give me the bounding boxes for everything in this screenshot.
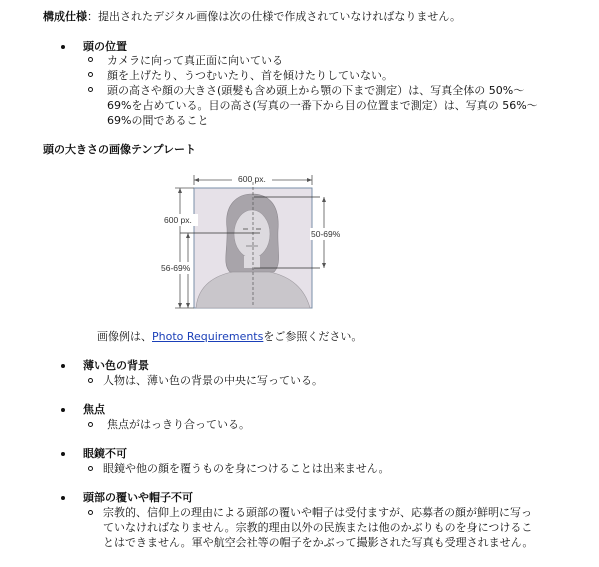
background-title: 薄い色の背景 xyxy=(83,359,149,372)
sub-bullet xyxy=(88,378,93,383)
headwear-line-3: とはできません。軍や航空会社等の帽子をかぶって撮影された写真も受理されません。 xyxy=(103,536,534,549)
bullet-focus xyxy=(61,408,65,412)
intro-term: 構成仕様 xyxy=(43,10,87,23)
sub-bullet xyxy=(88,466,93,471)
glasses-item: 眼鏡や他の顔を覆うものを身につけることは出来ません。 xyxy=(103,462,390,475)
head-position-item-3-line-1: 頭の高さや顔の大きさ(頭髪も含め頭上から顎の下まで測定）は、写真全体の 50%〜 xyxy=(107,84,525,97)
head-position-item-3-line-3: 69%の間であること xyxy=(107,114,209,127)
intro-paragraph xyxy=(43,8,461,24)
height-label: 600 px. xyxy=(164,215,192,225)
template-title: 頭の大きさの画像テンプレート xyxy=(43,143,197,156)
width-label: 600 px. xyxy=(238,174,266,184)
sub-bullet xyxy=(88,57,93,62)
sub-bullet xyxy=(88,87,93,92)
background-item: 人物は、薄い色の背景の中央に写っている。 xyxy=(103,374,323,387)
bullet-headwear xyxy=(61,496,65,500)
photo-requirements-link[interactable]: Photo Requirements xyxy=(152,330,264,343)
example-text-before: 画像例は、 xyxy=(97,330,152,343)
bullet-glasses xyxy=(61,452,65,456)
eye-ratio-label: 56-69% xyxy=(161,263,191,273)
sub-bullet xyxy=(88,72,93,77)
bullet-background xyxy=(61,364,65,368)
example-text-after: をご参照ください。 xyxy=(263,330,363,343)
head-position-item-3-line-2: 69%を占めている。目の高さ(写真の一番下から目の位置まで測定）は、写真の 56%〜 xyxy=(107,99,538,112)
head-position-item-2: 顔を上げたり、うつむいたり、首を傾けたりしていない。 xyxy=(107,69,393,82)
headwear-line-2: ていなければなりません。宗教的理由以外の民族または他のかぶりものを身につけるこ xyxy=(103,521,533,534)
glasses-title: 眼鏡不可 xyxy=(83,447,127,460)
intro-sentence: ：提出されたデジタル画像は次の仕様で作成されていなければなりません。 xyxy=(87,10,461,23)
headwear-line-1: 宗教的、信仰上の理由による頭部の覆いや帽子は受付ますが、応募者の顔が鮮明に写っ xyxy=(103,506,532,519)
head-ratio-label: 50-69% xyxy=(311,229,341,239)
headwear-title: 頭部の覆いや帽子不可 xyxy=(83,491,193,504)
head-position-title: 頭の位置 xyxy=(83,40,127,53)
focus-title: 焦点 xyxy=(83,403,105,416)
bullet-head-position xyxy=(61,45,65,49)
sub-bullet xyxy=(88,422,93,427)
focus-item: 焦点がはっきり合っている。 xyxy=(107,418,250,431)
head-size-template-diagram xyxy=(160,168,360,318)
example-paragraph xyxy=(97,328,362,344)
sub-bullet xyxy=(88,510,93,515)
head-position-item-1: カメラに向って真正面に向いている xyxy=(107,54,283,67)
